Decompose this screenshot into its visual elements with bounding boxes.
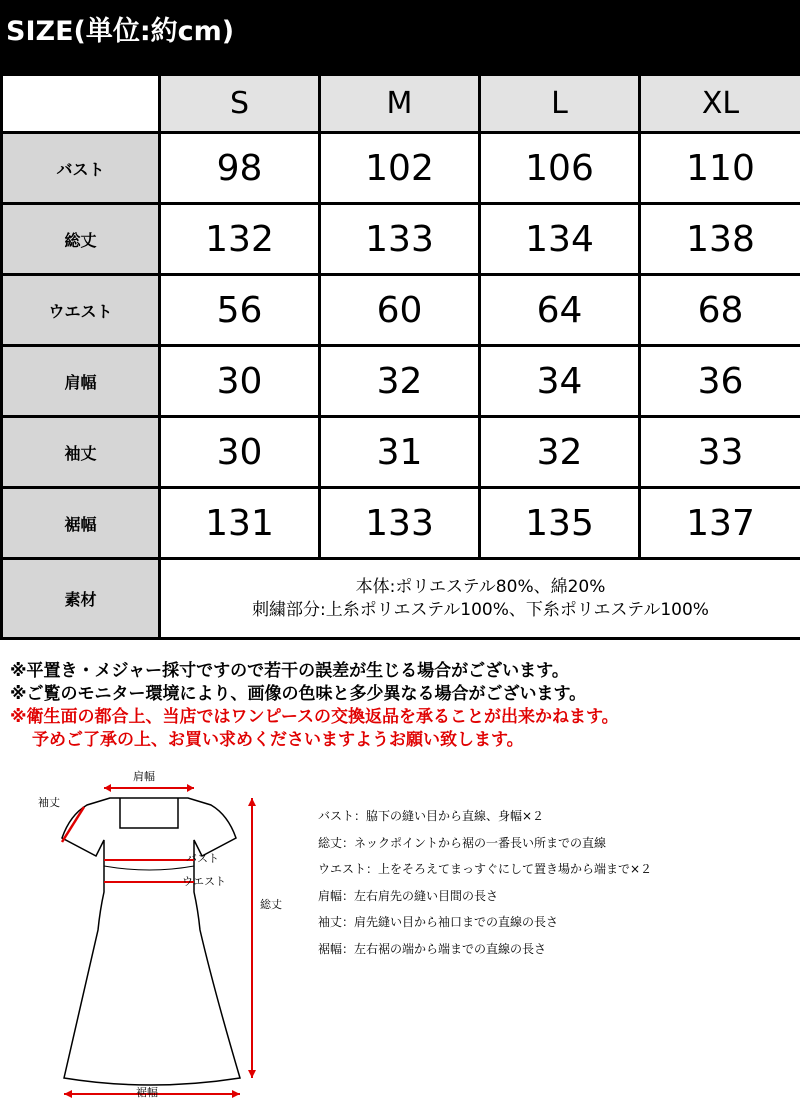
def-bust: バスト：脇下の縫い目から直線、身幅×２ [318, 809, 545, 823]
row-label-shoulder: 肩幅 [2, 346, 160, 417]
measurement-definitions [318, 803, 788, 962]
value-cell: 132 [160, 204, 320, 275]
row-label-waist: ウエスト [2, 275, 160, 346]
label-shoulder: 肩幅 [133, 770, 155, 783]
length-arrow-bottom [248, 1070, 256, 1078]
note-no-returns: ※衛生面の都合上、当店ではワンピースの交換返品を承ることが出来かねます。 [10, 707, 619, 727]
table-row [2, 204, 800, 275]
value-cell: 36 [640, 346, 800, 417]
value-cell: 64 [480, 275, 640, 346]
value-cell: 102 [320, 133, 480, 204]
table-row [2, 133, 800, 204]
notes-block [10, 660, 800, 752]
value-cell: 133 [320, 488, 480, 559]
table-row [2, 417, 800, 488]
row-label-length: 総丈 [2, 204, 160, 275]
garment-diagram [0, 760, 320, 1106]
value-cell: 32 [480, 417, 640, 488]
def-sleeve: 袖丈：肩先縫い目から袖口までの直線の長さ [318, 915, 559, 929]
row-label-sleeve: 袖丈 [2, 417, 160, 488]
size-col-m: M [320, 75, 480, 133]
row-label-hem: 裾幅 [2, 488, 160, 559]
value-cell: 110 [640, 133, 800, 204]
table-row [2, 488, 800, 559]
def-length: 総丈：ネックポイントから裾の一番長い所までの直線 [318, 835, 607, 850]
value-cell: 98 [160, 133, 320, 204]
material-embroidery: 刺繍部分:上糸ポリエステル100%、下糸ポリエステル100% [252, 599, 709, 620]
value-cell: 138 [640, 204, 800, 275]
row-label-bust: バスト [2, 133, 160, 204]
label-waist: ウエスト [182, 875, 226, 888]
value-cell: 137 [640, 488, 800, 559]
value-cell: 31 [320, 417, 480, 488]
value-cell: 68 [640, 275, 800, 346]
size-table [0, 73, 800, 640]
size-chart-title: SIZE(単位:約cm) [0, 0, 800, 76]
label-sleeve: 袖丈 [38, 796, 60, 809]
size-col-s: S [160, 75, 320, 133]
table-row [2, 346, 800, 417]
value-cell: 134 [480, 204, 640, 275]
def-shoulder: 肩幅：左右肩先の縫い目間の長さ [318, 888, 499, 903]
label-bust: バスト [186, 852, 219, 865]
size-header-row [2, 75, 800, 133]
label-hem: 裾幅 [136, 1086, 158, 1099]
value-cell: 32 [320, 346, 480, 417]
value-cell: 33 [640, 417, 800, 488]
value-cell: 106 [480, 133, 640, 204]
value-cell: 34 [480, 346, 640, 417]
hem-arrow-left [64, 1090, 72, 1098]
def-waist: ウエスト：上をそろえてまっすぐにして置き場から端まで×２ [318, 862, 653, 876]
material-body: 本体:ポリエステル80%、綿20% [355, 577, 606, 598]
size-col-xl: XL [640, 75, 800, 133]
material-row [2, 559, 800, 639]
row-label-material: 素材 [2, 559, 160, 639]
shoulder-arrow-left [104, 784, 111, 792]
value-cell: 60 [320, 275, 480, 346]
value-cell: 30 [160, 417, 320, 488]
value-cell: 135 [480, 488, 640, 559]
def-hem: 裾幅：左右裾の端から端までの直線の長さ [318, 941, 547, 956]
value-cell: 30 [160, 346, 320, 417]
dress-illustration [0, 760, 320, 1106]
dress-outline [62, 798, 240, 1085]
value-cell: 133 [320, 204, 480, 275]
table-corner [2, 75, 160, 133]
value-cell: 131 [160, 488, 320, 559]
label-length: 総丈 [260, 898, 282, 911]
length-arrow-top [248, 798, 256, 806]
size-col-l: L [480, 75, 640, 133]
shoulder-arrow-right [187, 784, 194, 792]
value-cell: 56 [160, 275, 320, 346]
note-monitor: ※ご覧のモニター環境により、画像の色味と多少異なる場合がございます。 [10, 684, 587, 704]
note-acknowledge: 予めご了承の上、お買い求めくださいますようお願い致します。 [32, 730, 524, 750]
material-cell [160, 559, 800, 639]
table-row [2, 275, 800, 346]
hem-arrow-right [232, 1090, 240, 1098]
note-measurement: ※平置き・メジャー採寸ですので若干の誤差が生じる場合がございます。 [10, 661, 569, 681]
